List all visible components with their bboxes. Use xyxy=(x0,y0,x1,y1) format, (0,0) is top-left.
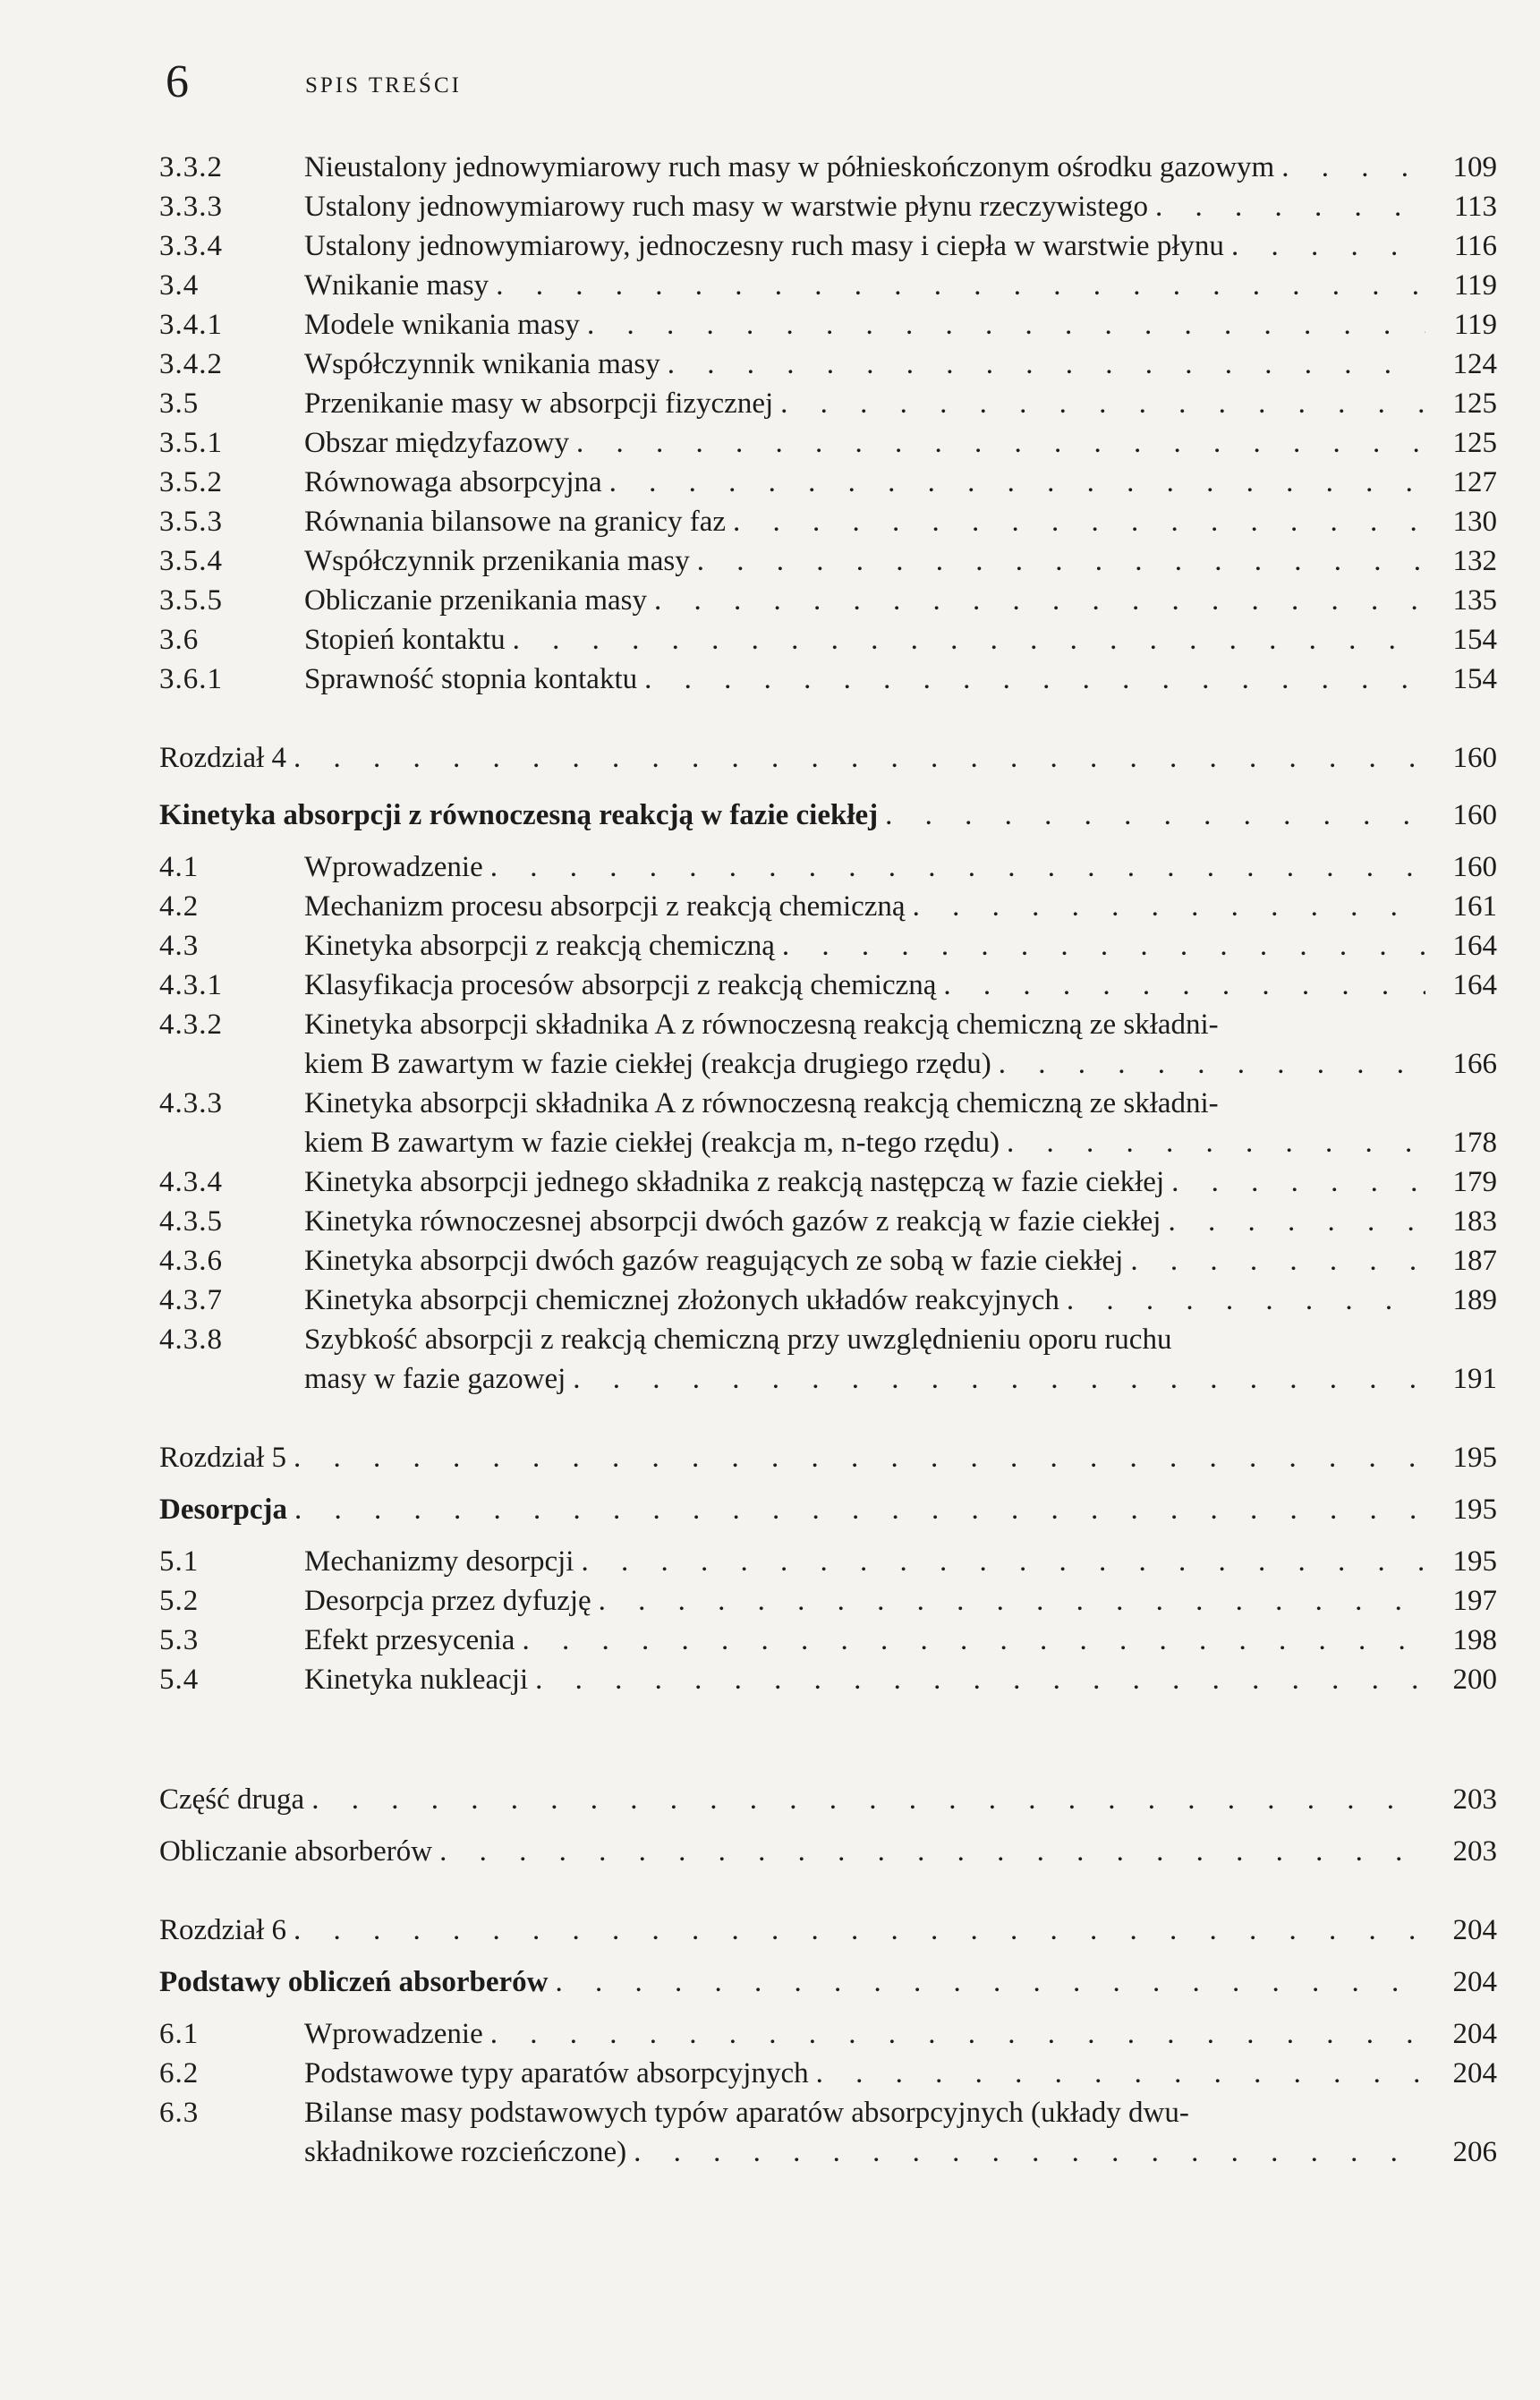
entry-number: 3.4.1 xyxy=(159,309,223,341)
entry-number: 3.5.1 xyxy=(159,427,223,459)
entry-number: 3.5 xyxy=(159,387,200,420)
toc-entry: 4.1 Wprowadzenie . . . 160 xyxy=(159,847,1497,887)
entry-title: Przenikanie masy w absorpcji fizycznej xyxy=(304,387,774,420)
toc-entry: 6.1 Wprowadzenie . . . 204 xyxy=(159,2014,1497,2054)
toc-entry xyxy=(159,345,1497,384)
entry-title: Ustalony jednowymiarowy ruch masy w warstwie płynu rzeczywistego xyxy=(304,191,1149,223)
entry-title: Sprawność stopnia kontaktu xyxy=(304,663,638,695)
entry-number: 3.4 xyxy=(159,269,200,302)
entry-number: 3.6 xyxy=(159,624,200,656)
entry-number: 3.3.4 xyxy=(159,230,223,262)
entry-title: Wnikanie masy xyxy=(304,269,489,302)
toc-entry xyxy=(159,148,1497,187)
page-number: 6 xyxy=(166,56,189,107)
toc-entry: 4.3 Kinetyka absorpcji z reakcją chemiczną . . . 164 xyxy=(159,926,1497,966)
toc-entry xyxy=(159,266,1497,305)
toc-entry xyxy=(159,581,1497,620)
entry-page: 119 xyxy=(1453,309,1497,341)
part-2-title: Obliczanie absorberów . . . 203 xyxy=(159,1832,1497,1871)
toc-entry: 5.4 Kinetyka nukleacji . . . 200 xyxy=(159,1660,1497,1699)
entry-number: 3.5.3 xyxy=(159,506,223,538)
entry-page: 124 xyxy=(1452,348,1497,380)
toc-entry: 4.3.6 Kinetyka absorpcji dwóch gazów reagujących ze sobą w fazie ciekłej . . . 187 xyxy=(159,1241,1497,1281)
toc-entry xyxy=(159,660,1497,699)
toc-entry xyxy=(159,620,1497,660)
toc-entry: 4.2 Mechanizm procesu absorpcji z reakcją chemiczną . . . 161 xyxy=(159,887,1497,926)
part-2-label: Część druga . . . 203 xyxy=(159,1780,1497,1819)
toc-entry xyxy=(159,384,1497,423)
entry-page: 135 xyxy=(1452,584,1497,617)
entry-number: 3.5.4 xyxy=(159,545,223,577)
entry-title: Równowaga absorpcyjna xyxy=(304,466,602,498)
toc-entry: 4.3.2 Kinetyka absorpcji składnika A z równoczesną reakcją chemiczną ze składni- kiem B zawartym w fazie ciekłej (reakcja drugiego rzędu) . . . 166 xyxy=(159,1005,1497,1084)
toc-entry xyxy=(159,423,1497,463)
running-title: SPIS TREŚCI xyxy=(305,73,462,98)
toc-entry: 4.3.7 Kinetyka absorpcji chemicznej złożonych układów reakcyjnych . . . 189 xyxy=(159,1281,1497,1320)
entry-page: 116 xyxy=(1453,230,1497,262)
entry-title: Obszar międzyfazowy xyxy=(304,427,569,459)
entry-number: 3.5.2 xyxy=(159,466,223,498)
entry-title: Współczynnik wnikania masy xyxy=(304,348,660,380)
toc-entry: 4.3.8 Szybkość absorpcji z reakcją chemiczną przy uwzględnieniu oporu ruchu masy w fazie gazowej . . . 191 xyxy=(159,1320,1497,1399)
toc-entry xyxy=(159,226,1497,266)
chapter-6-title: Podstawy obliczeń absorberów . . . 204 xyxy=(159,1962,1497,2002)
toc-entry: 4.3.4 Kinetyka absorpcji jednego składnika z reakcją następczą w fazie ciekłej . . . 179 xyxy=(159,1162,1497,1202)
entry-page: 154 xyxy=(1452,624,1497,656)
toc-entry xyxy=(159,305,1497,345)
toc-entry xyxy=(159,502,1497,541)
entry-page: 109 xyxy=(1452,151,1497,183)
entry-title: Współczynnik przenikania masy xyxy=(304,545,690,577)
chapter-4-title: Kinetyka absorpcji z równoczesną reakcją w fazie ciekłej . . . 160 xyxy=(159,796,1497,835)
toc-entry: 4.3.5 Kinetyka równoczesnej absorpcji dwóch gazów z reakcją w fazie ciekłej . . . 183 xyxy=(159,1202,1497,1241)
toc-entry xyxy=(159,541,1497,581)
entry-title: Obliczanie przenikania masy xyxy=(304,584,647,617)
entry-number: 3.3.3 xyxy=(159,191,223,223)
toc-entry xyxy=(159,187,1497,226)
entry-page: 132 xyxy=(1452,545,1497,577)
entry-title: Równania bilansowe na granicy faz xyxy=(304,506,726,538)
entry-title: Nieustalony jednowymiarowy ruch masy w półnieskończonym ośrodku gazowym xyxy=(304,151,1275,183)
chapter-6-label: Rozdział 6 . . . 204 xyxy=(159,1911,1497,1950)
entry-title: Stopień kontaktu xyxy=(304,624,506,656)
entry-number: 3.4.2 xyxy=(159,348,223,380)
entry-page: 127 xyxy=(1452,466,1497,498)
chapter-5-title: Desorpcja . . . 195 xyxy=(159,1490,1497,1529)
entry-number: 3.6.1 xyxy=(159,663,223,695)
entry-page: 130 xyxy=(1452,506,1497,538)
entry-number: 3.5.5 xyxy=(159,584,223,617)
entry-title: Ustalony jednowymiarowy, jednoczesny ruch masy i ciepła w warstwie płynu xyxy=(304,230,1224,262)
entry-page: 119 xyxy=(1453,269,1497,302)
entry-page: 125 xyxy=(1452,427,1497,459)
toc-entry: 6.3 Bilanse masy podstawowych typów aparatów absorpcyjnych (układy dwu- składnikowe rozcieńczone) . . . 206 xyxy=(159,2093,1497,2172)
entry-page: 125 xyxy=(1452,387,1497,420)
entry-page: 154 xyxy=(1452,663,1497,695)
toc-entry: 4.3.3 Kinetyka absorpcji składnika A z równoczesną reakcją chemiczną ze składni- kiem B zawartym w fazie ciekłej (reakcja m, n-tego rzędu) . . . 178 xyxy=(159,1084,1497,1162)
toc-entry: 5.1 Mechanizmy desorpcji . . . 195 xyxy=(159,1542,1497,1581)
entry-title: Modele wnikania masy xyxy=(304,309,580,341)
table-of-contents xyxy=(159,148,1497,2172)
toc-entry: 5.3 Efekt przesycenia . . . 198 xyxy=(159,1621,1497,1660)
toc-entry: 4.3.1 Klasyfikacja procesów absorpcji z reakcją chemiczną . . . 164 xyxy=(159,966,1497,1005)
toc-entry xyxy=(159,463,1497,502)
chapter-4-label: Rozdział 4 . . . 160 xyxy=(159,738,1497,778)
entry-page: 113 xyxy=(1453,191,1497,223)
toc-entry: 5.2 Desorpcja przez dyfuzję . . . 197 xyxy=(159,1581,1497,1621)
chapter-5-label: Rozdział 5 . . . 195 xyxy=(159,1438,1497,1477)
toc-entry: 6.2 Podstawowe typy aparatów absorpcyjnych . . . 204 xyxy=(159,2054,1497,2093)
entry-number: 3.3.2 xyxy=(159,151,223,183)
